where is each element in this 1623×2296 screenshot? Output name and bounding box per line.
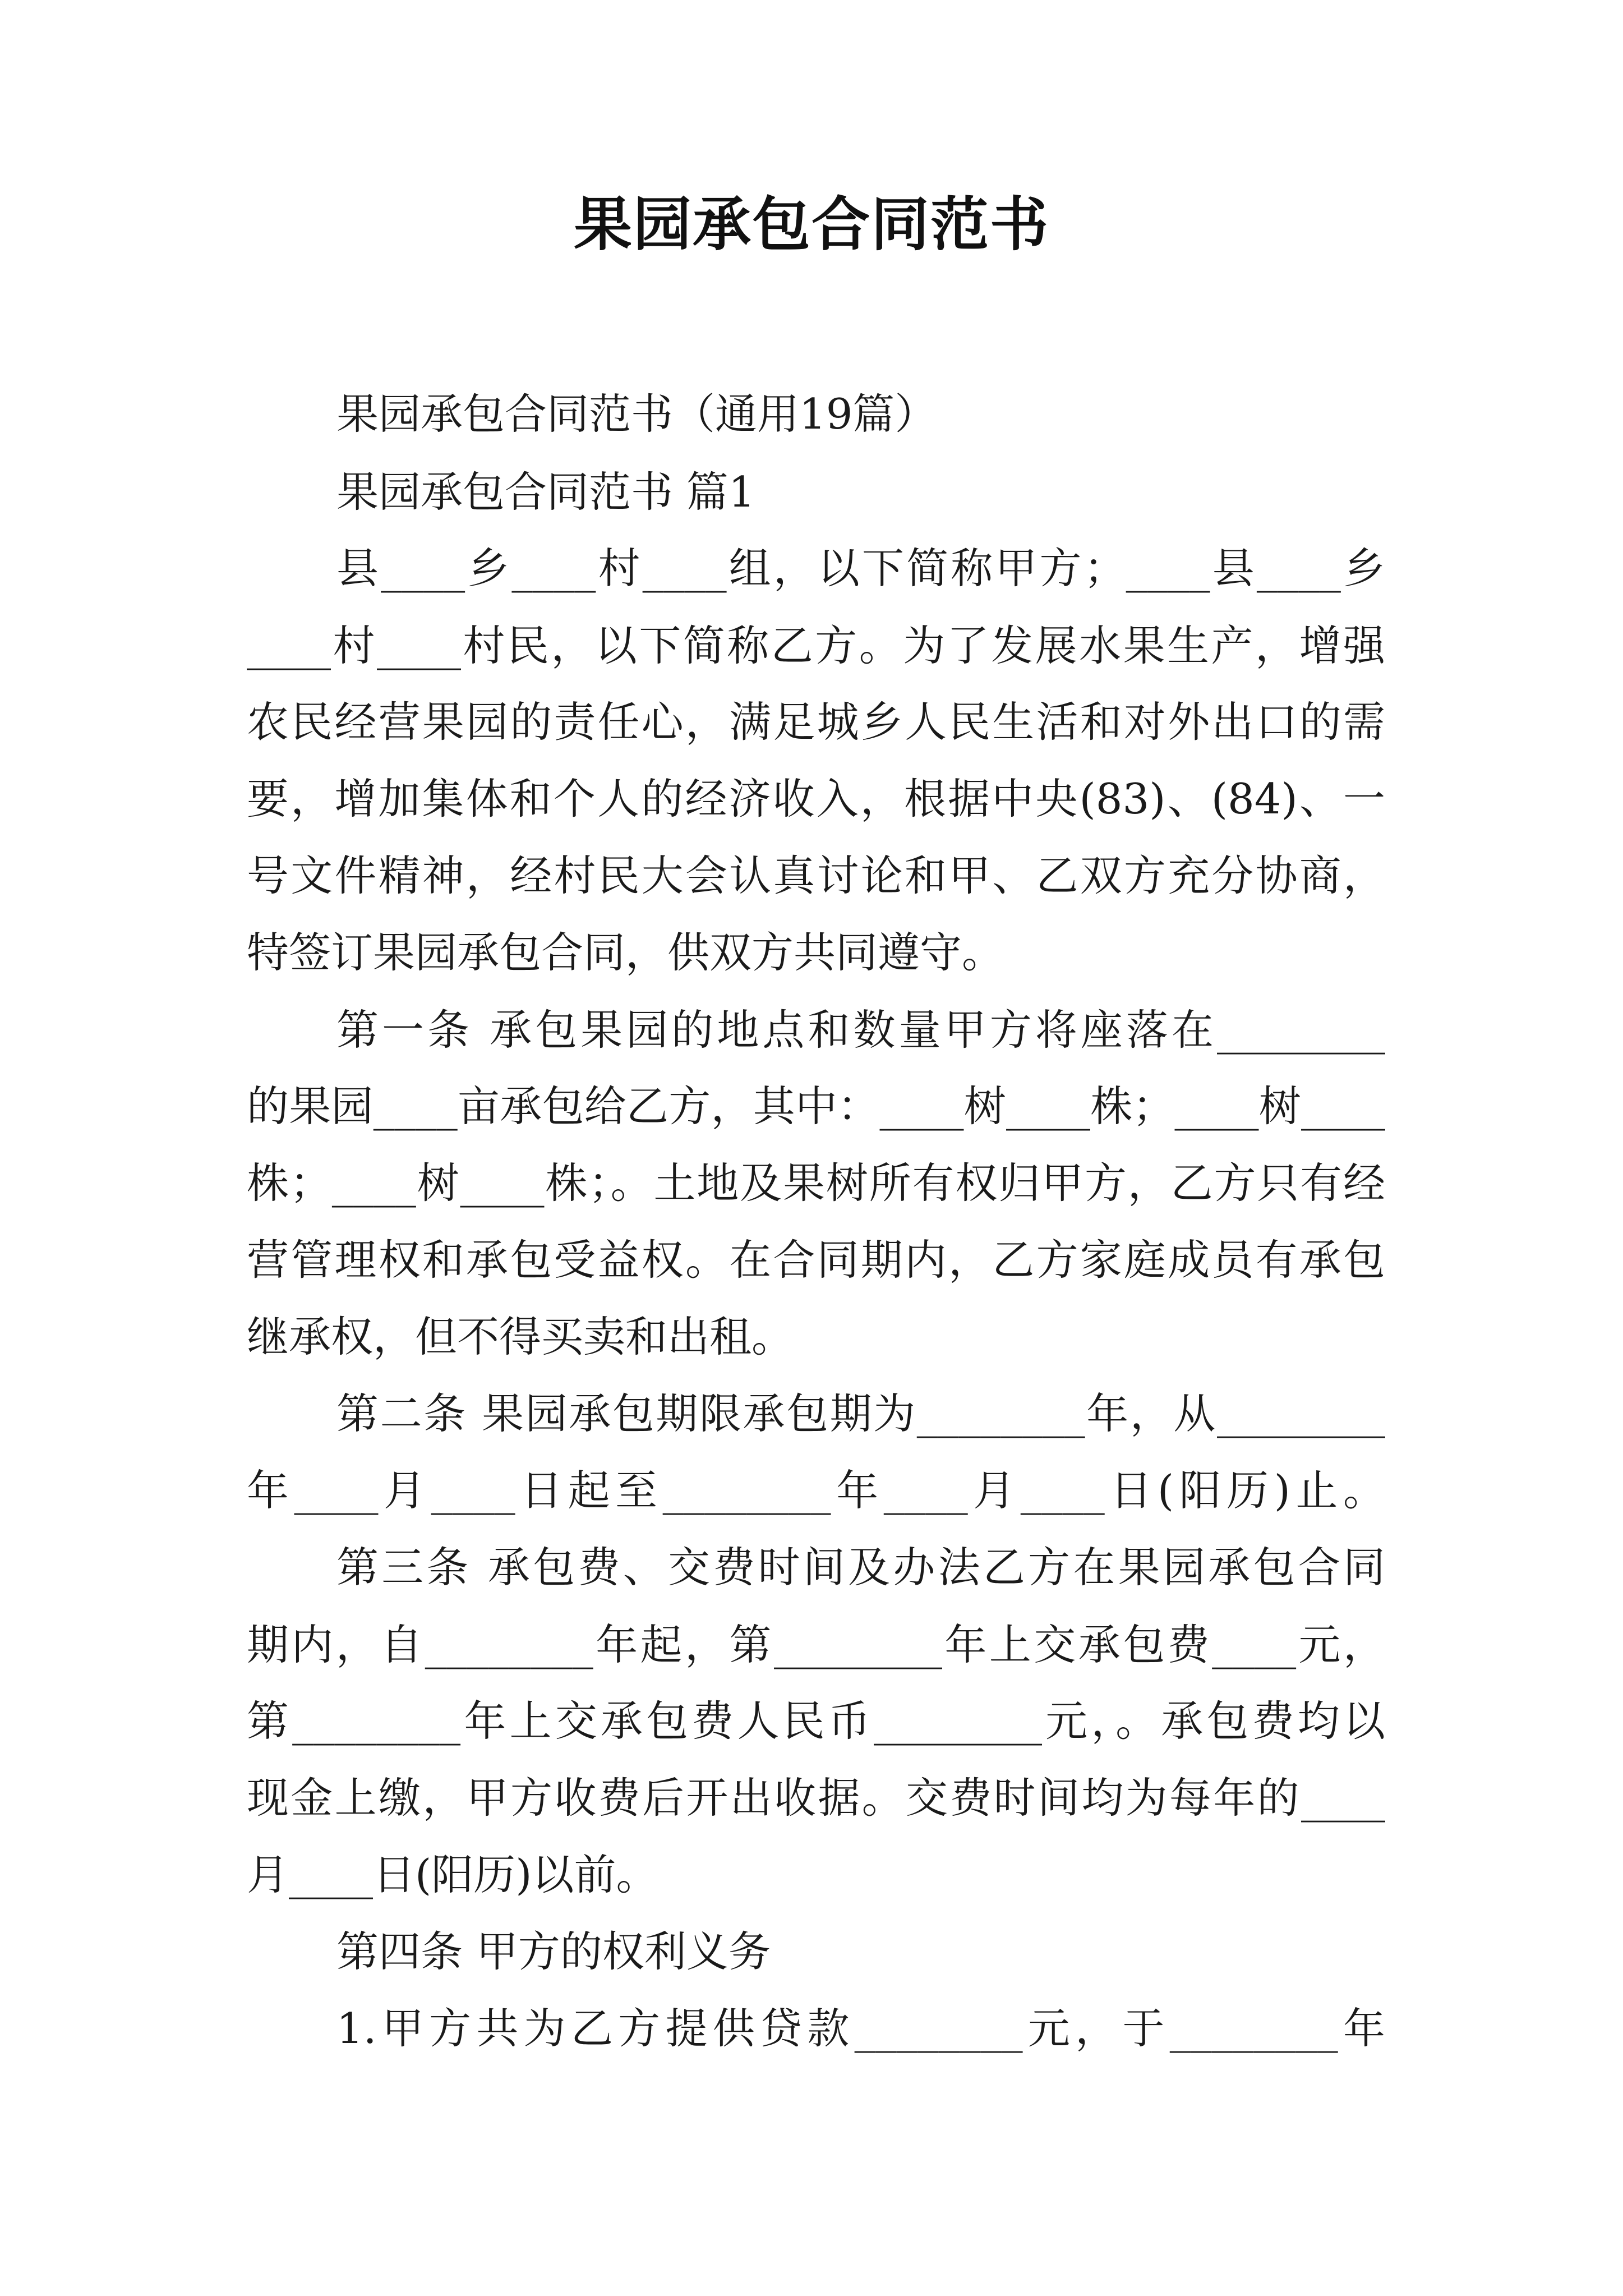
paragraph-line: 现金上缴，甲方收费后开出收据。交费时间均为每年的____ [247, 1773, 1385, 1823]
paragraph-line: 年____月____日起至________年____月____日(阳历)止。 [247, 1466, 1385, 1515]
paragraph-line: ____村____村民，以下简称乙方。为了发展水果生产，增强 [247, 621, 1385, 670]
paragraph-line: 县____乡____村____组，以下简称甲方；____县____乡 [336, 544, 1385, 593]
paragraph-line: 月____日(阳历)以前。 [247, 1850, 658, 1899]
paragraph-line: 株；____树____株；。土地及果树所有权归甲方，乙方只有经 [247, 1158, 1385, 1208]
paragraph-line: 继承权，但不得买卖和出租。 [247, 1312, 794, 1361]
paragraph-line: 第________年上交承包费人民币________元，。承包费均以 [247, 1696, 1385, 1746]
paragraph-line: 1.甲方共为乙方提供贷款________元，于________年 [336, 2004, 1385, 2053]
section-heading: 果园承包合同范书 篇1 [336, 467, 755, 517]
paragraph-line: 要，增加集体和个人的经济收入，根据中央(83)、(84)、一 [247, 774, 1385, 823]
paragraph-line: 农民经营果园的责任心，满足城乡人民生活和对外出口的需 [247, 697, 1385, 747]
document-title: 果园承包合同范书 [573, 190, 1049, 259]
paragraph-line: 第二条 果园承包期限承包期为________年，从________ [336, 1389, 1385, 1438]
section-heading: 第四条 甲方的权利义务 [336, 1927, 771, 1976]
paragraph-line: 特签订果园承包合同，供双方共同遵守。 [247, 928, 1004, 977]
paragraph-line: 营管理权和承包受益权。在合同期内，乙方家庭成员有承包 [247, 1235, 1385, 1285]
paragraph-line: 第一条 承包果园的地点和数量甲方将座落在________ [336, 1005, 1385, 1055]
subtitle-line: 果园承包合同范书（通用19篇） [336, 389, 937, 439]
paragraph-line: 期内，自________年起，第________年上交承包费____元， [247, 1620, 1385, 1669]
paragraph-line: 的果园____亩承包给乙方，其中：____树____株；____树____ [247, 1082, 1385, 1131]
paragraph-line: 第三条 承包费、交费时间及办法乙方在果园承包合同 [336, 1543, 1385, 1592]
paragraph-line: 号文件精神，经村民大会认真讨论和甲、乙双方充分协商， [247, 851, 1385, 900]
